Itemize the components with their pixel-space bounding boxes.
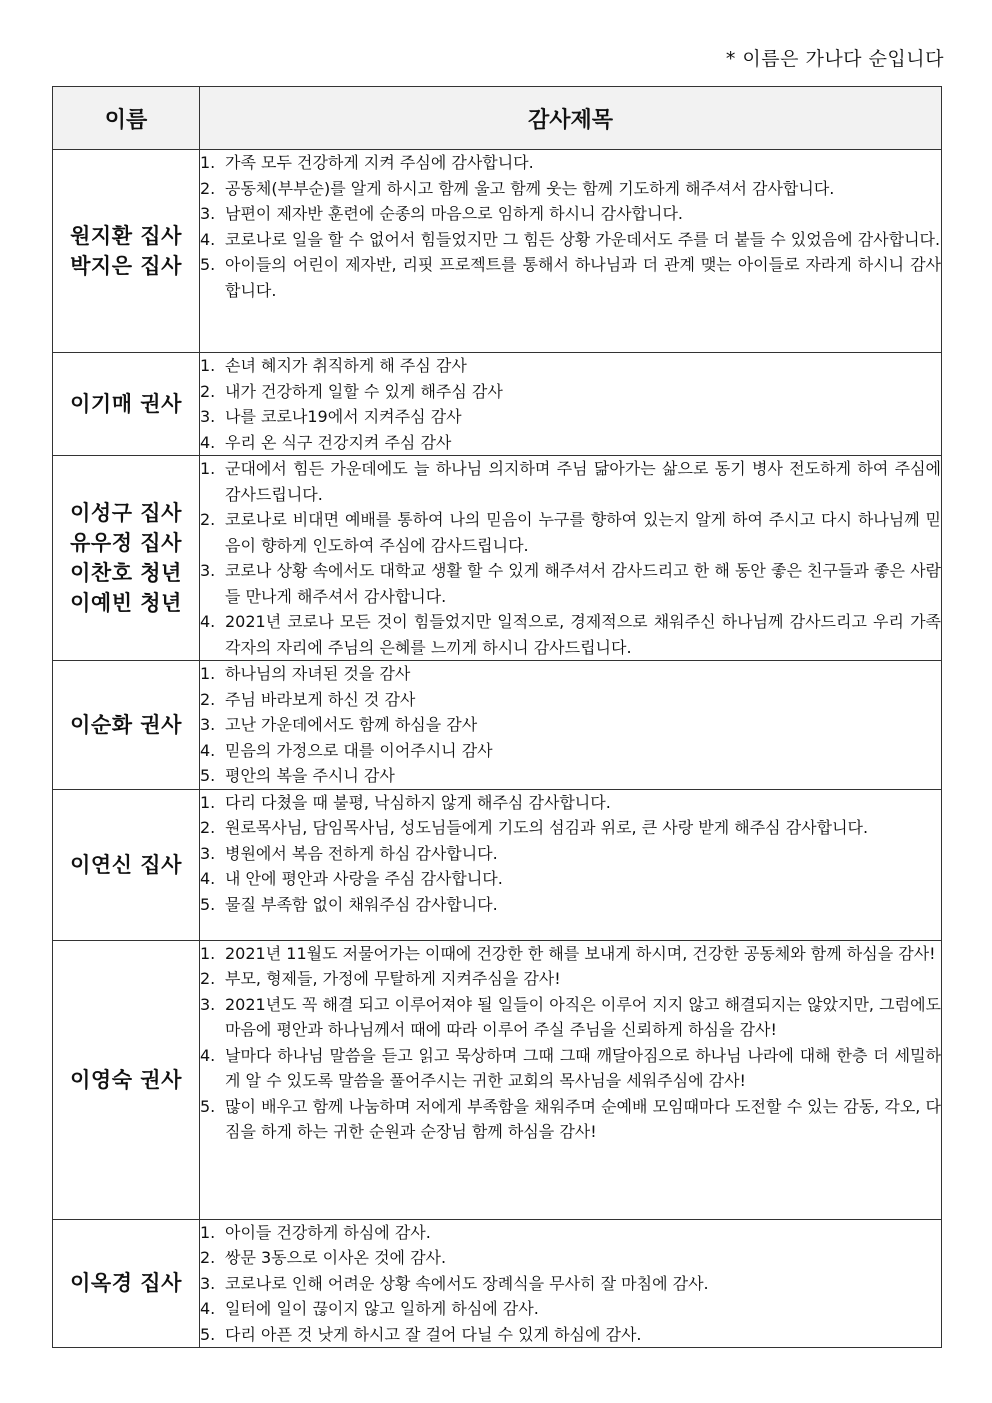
member-name: 이예빈 청년 bbox=[70, 591, 182, 615]
member-name: 유우정 집사 bbox=[70, 531, 182, 555]
item-text: 날마다 하나님 말씀을 듣고 읽고 묵상하며 그때 그때 깨달아짐으로 하나님 나라에 대해 한층 더 세밀하게 알 수 있도록 말씀을 풀어주시는 귀한 교회의 목사님을 세워주심에 감사! bbox=[225, 1045, 941, 1090]
thanks-item bbox=[200, 815, 941, 841]
item-number: 3. bbox=[200, 994, 216, 1014]
item-number: 3. bbox=[200, 1273, 216, 1293]
thanks-item bbox=[200, 661, 941, 687]
thanks-list bbox=[200, 661, 941, 789]
item-number: 2. bbox=[200, 818, 216, 837]
item-text: 코로나로 일을 할 수 없어서 힘들었지만 그 힘든 상황 가운데서도 주를 더 붙들 수 있었음에 감사합니다. bbox=[225, 229, 941, 249]
member-name: 이옥경 집사 bbox=[70, 1271, 182, 1296]
item-text: 2021년 11월도 저물어가는 이때에 건강한 한 해를 보내게 하시며, 건강한 공동체와 함께 하심을 감사! bbox=[225, 943, 936, 963]
item-text: 남편이 제자반 훈련에 순종의 마음으로 임하게 하시니 감사합니다. bbox=[225, 204, 684, 223]
member-names-cell bbox=[53, 940, 200, 1219]
thanks-item bbox=[200, 201, 941, 227]
item-number: 2. bbox=[200, 381, 216, 401]
item-number: 1. bbox=[200, 792, 216, 812]
member-name: 이성구 집사 bbox=[70, 501, 182, 525]
thanks-item bbox=[200, 1094, 941, 1145]
thanks-item bbox=[200, 558, 941, 609]
item-number: 1. bbox=[200, 664, 216, 683]
thanks-item bbox=[200, 841, 941, 867]
item-text: 내 안에 평안과 사랑을 주심 감사합니다. bbox=[225, 869, 503, 888]
thanks-item bbox=[200, 866, 941, 892]
table-row bbox=[53, 1219, 942, 1348]
item-text: 물질 부족함 없이 채워주심 감사합니다. bbox=[225, 894, 498, 914]
item-number: 4. bbox=[200, 432, 216, 452]
item-text: 나를 코로나19에서 지켜주심 감사 bbox=[225, 407, 462, 426]
thanks-item bbox=[200, 456, 941, 507]
item-text: 병원에서 복음 전하게 하심 감사합니다. bbox=[225, 843, 498, 863]
member-name: 원지환 집사 bbox=[70, 224, 182, 248]
table-row bbox=[53, 661, 942, 790]
thanks-item bbox=[200, 430, 941, 456]
thanks-item bbox=[200, 1043, 941, 1094]
item-number: 2. bbox=[200, 969, 216, 988]
sort-order-note: * 이름은 가나다 순입니다 bbox=[725, 48, 944, 70]
thanks-item bbox=[200, 150, 941, 176]
item-text: 코로나로 인해 어려운 상황 속에서도 장례식을 무사히 잘 마침에 감사. bbox=[225, 1273, 709, 1293]
item-text: 주님 바라보게 하신 것 감사 bbox=[225, 689, 416, 709]
member-name: 이기매 권사 bbox=[70, 392, 182, 416]
item-number: 4. bbox=[200, 869, 216, 888]
thanks-items-cell bbox=[200, 1219, 942, 1348]
item-text: 2021년 코로나 모든 것이 힘들었지만 일적으로, 경제적으로 채워주신 하나님께 감사드리고 우리 가족 각자의 자리에 주님의 은혜를 느끼게 하시니 감사드립니다. bbox=[225, 612, 941, 657]
item-text: 믿음의 가정으로 대를 이어주시니 감사 bbox=[225, 740, 493, 760]
item-number: 4. bbox=[200, 1299, 216, 1318]
thanks-items-cell bbox=[200, 661, 942, 790]
thanks-items-cell bbox=[200, 456, 942, 661]
item-number: 3. bbox=[200, 204, 216, 223]
thanks-item bbox=[200, 404, 941, 430]
table-row bbox=[53, 150, 942, 353]
item-text: 가족 모두 건강하게 지켜 주심에 감사합니다. bbox=[225, 153, 534, 172]
item-number: 4. bbox=[200, 1045, 216, 1065]
item-number: 3. bbox=[200, 561, 216, 580]
item-number: 3. bbox=[200, 843, 216, 863]
item-text: 내가 건강하게 일할 수 있게 해주심 감사 bbox=[225, 381, 503, 401]
thanks-item bbox=[200, 966, 941, 992]
item-text: 고난 가운데에서도 함께 하심을 감사 bbox=[225, 715, 478, 734]
member-name: 이연신 집사 bbox=[70, 852, 182, 877]
thanks-item bbox=[200, 992, 941, 1043]
thanks-items-cell bbox=[200, 789, 942, 940]
table-row bbox=[53, 353, 942, 456]
thanks-item bbox=[200, 176, 941, 202]
member-names-cell bbox=[53, 661, 200, 790]
item-number: 1. bbox=[200, 943, 216, 963]
thanks-table bbox=[52, 86, 942, 1348]
item-number: 5. bbox=[200, 1324, 216, 1344]
table-row bbox=[53, 940, 942, 1219]
item-text: 2021년도 꼭 해결 되고 이루어져야 될 일들이 아직은 이루어 지지 않고 해결되지는 않았지만, 그럼에도 마음에 평안과 하나님께서 때에 따라 이루어 주실 주님을 신뢰하게 하심을 감사! bbox=[225, 994, 941, 1039]
member-name: 이순화 권사 bbox=[70, 712, 182, 737]
thanks-column-header: 감사제목 bbox=[200, 87, 942, 150]
member-names-cell bbox=[53, 150, 200, 353]
thanks-list bbox=[200, 1220, 941, 1348]
item-text: 아이들의 어린이 제자반, 리핏 프로젝트를 통해서 하나님과 더 관계 맺는 아이들로 자라게 하시니 감사합니다. bbox=[225, 255, 941, 300]
item-number: 3. bbox=[200, 407, 216, 426]
thanks-item bbox=[200, 227, 941, 253]
thanks-list bbox=[200, 456, 941, 660]
item-text: 공동체(부부순)를 알게 하시고 함께 울고 함께 웃는 함께 기도하게 해주셔서 감사합니다. bbox=[225, 178, 835, 198]
item-number: 2. bbox=[200, 689, 216, 709]
member-names-cell bbox=[53, 456, 200, 661]
member-names-cell bbox=[53, 353, 200, 456]
thanks-item bbox=[200, 1296, 941, 1322]
item-text: 손녀 혜지가 취직하게 해 주심 감사 bbox=[225, 356, 467, 375]
item-text: 다리 다쳤을 때 불평, 낙심하지 않게 해주심 감사합니다. bbox=[225, 792, 611, 812]
item-text: 많이 배우고 함께 나눔하며 저에게 부족함을 채워주며 순예배 모임때마다 도전할 수 있는 감동, 각오, 다짐을 하게 하는 귀한 순원과 순장님 함께 하심을 감사! bbox=[225, 1096, 941, 1141]
item-text: 우리 온 식구 건강지켜 주심 감사 bbox=[225, 432, 452, 452]
item-text: 일터에 일이 끊이지 않고 일하게 하심에 감사. bbox=[225, 1299, 539, 1318]
thanks-items-cell bbox=[200, 150, 942, 353]
item-text: 다리 아픈 것 낫게 하시고 잘 걸어 다닐 수 있게 하심에 감사. bbox=[225, 1324, 642, 1344]
item-text: 코로나 상황 속에서도 대학교 생활 할 수 있게 해주셔서 감사드리고 한 해 동안 좋은 친구들과 좋은 사람들 만나게 해주셔서 감사합니다. bbox=[225, 561, 941, 606]
thanks-item bbox=[200, 790, 941, 816]
item-number: 4. bbox=[200, 229, 216, 249]
item-number: 1. bbox=[200, 1222, 216, 1242]
thanks-item bbox=[200, 687, 941, 713]
thanks-items-cell bbox=[200, 940, 942, 1219]
thanks-item bbox=[200, 1220, 941, 1246]
item-number: 5. bbox=[200, 1096, 216, 1116]
thanks-list bbox=[200, 790, 941, 918]
item-number: 1. bbox=[200, 356, 216, 375]
table-row bbox=[53, 789, 942, 940]
thanks-item bbox=[200, 1245, 941, 1271]
thanks-list bbox=[200, 150, 941, 303]
thanks-item bbox=[200, 609, 941, 660]
member-name: 이찬호 청년 bbox=[70, 561, 182, 585]
table-row bbox=[53, 456, 942, 661]
thanks-list bbox=[200, 353, 941, 455]
member-names-cell bbox=[53, 1219, 200, 1348]
name-column-header: 이름 bbox=[53, 87, 200, 150]
item-number: 5. bbox=[200, 894, 216, 914]
item-text: 아이들 건강하게 하심에 감사. bbox=[225, 1222, 431, 1242]
thanks-items-cell bbox=[200, 353, 942, 456]
member-names-cell bbox=[53, 789, 200, 940]
item-number: 1. bbox=[200, 459, 216, 478]
item-number: 4. bbox=[200, 740, 216, 760]
thanks-item bbox=[200, 353, 941, 379]
item-text: 부모, 형제들, 가정에 무탈하게 지켜주심을 감사! bbox=[225, 969, 561, 988]
thanks-item bbox=[200, 1322, 941, 1348]
item-number: 2. bbox=[200, 510, 216, 529]
item-text: 쌍문 3동으로 이사온 것에 감사. bbox=[225, 1248, 447, 1267]
thanks-item bbox=[200, 738, 941, 764]
item-number: 2. bbox=[200, 178, 216, 198]
thanks-item bbox=[200, 712, 941, 738]
thanks-item bbox=[200, 1271, 941, 1297]
member-name: 이영숙 권사 bbox=[70, 1067, 182, 1092]
thanks-item bbox=[200, 379, 941, 405]
table-body bbox=[53, 150, 942, 1348]
item-number: 3. bbox=[200, 715, 216, 734]
thanks-item bbox=[200, 507, 941, 558]
table-header-row bbox=[53, 87, 942, 150]
item-number: 5. bbox=[200, 255, 216, 274]
item-number: 4. bbox=[200, 612, 216, 631]
item-number: 1. bbox=[200, 153, 216, 172]
thanks-item bbox=[200, 763, 941, 789]
item-number: 5. bbox=[200, 766, 216, 785]
thanks-item bbox=[200, 941, 941, 967]
item-number: 2. bbox=[200, 1248, 216, 1267]
item-text: 원로목사님, 담임목사님, 성도님들에게 기도의 섬김과 위로, 큰 사랑 받게 해주심 감사합니다. bbox=[225, 818, 869, 837]
item-text: 하나님의 자녀된 것을 감사 bbox=[225, 664, 411, 683]
member-name: 박지은 집사 bbox=[70, 254, 182, 278]
thanks-list bbox=[200, 941, 941, 1145]
item-text: 코로나로 비대면 예배를 통하여 나의 믿음이 누구를 향하여 있는지 알게 하여 주시고 다시 하나님께 믿음이 향하게 인도하여 주심에 감사드립니다. bbox=[225, 510, 941, 555]
thanks-item bbox=[200, 252, 941, 303]
thanks-item bbox=[200, 892, 941, 918]
item-text: 평안의 복을 주시니 감사 bbox=[225, 766, 395, 785]
item-text: 군대에서 힘든 가운데에도 늘 하나님 의지하며 주님 닮아가는 삶으로 동기 병사 전도하게 하여 주심에 감사드립니다. bbox=[225, 459, 941, 504]
